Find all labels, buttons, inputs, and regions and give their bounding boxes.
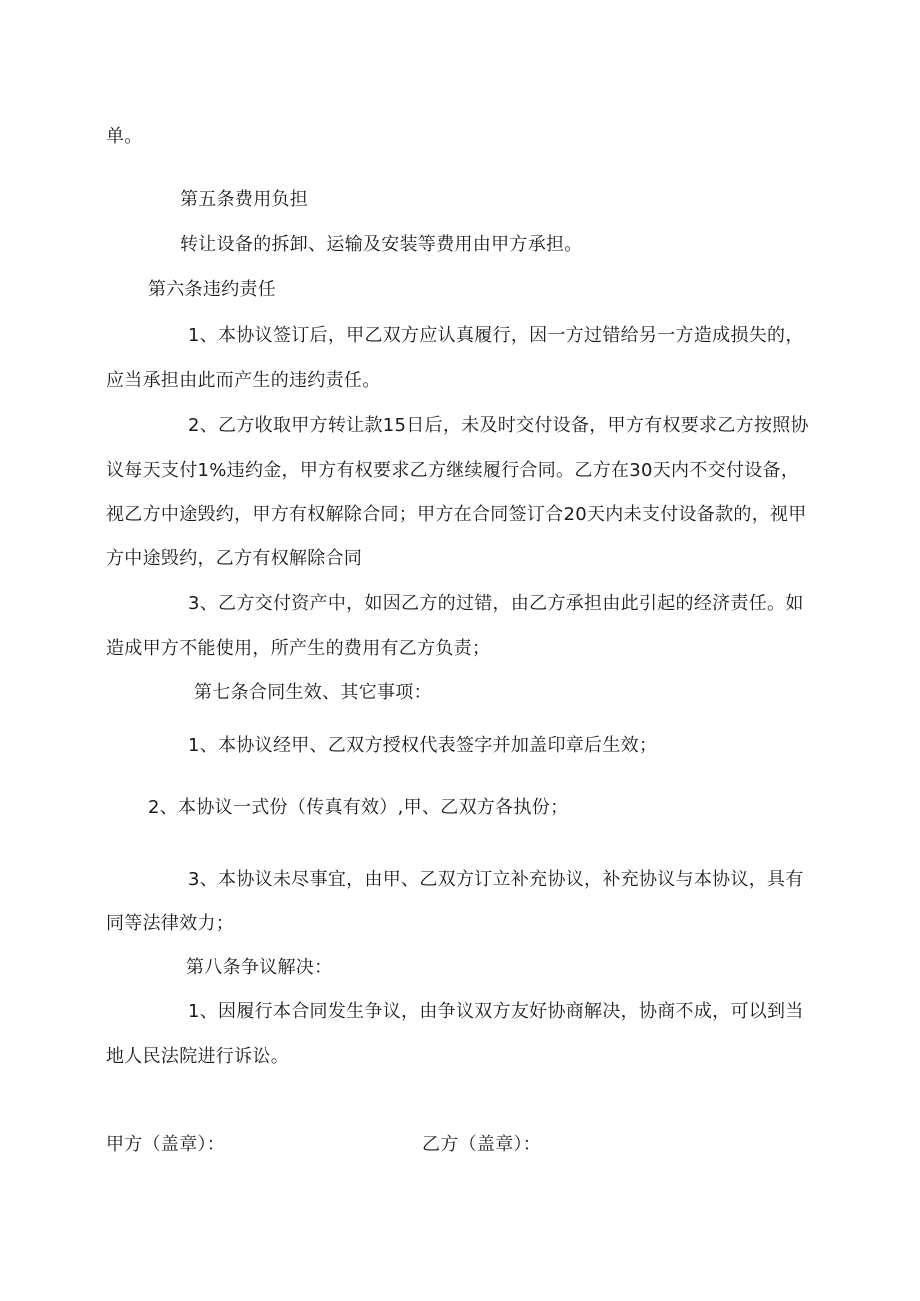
text-line: 2、本协议一式份（传真有效）,甲、乙双方各执份； [148,797,569,818]
text-line: 造成甲方不能使用，所产生的费用有乙方负责； [106,638,491,659]
text-line: 2、乙方收取甲方转让款15日后，未及时交付设备，甲方有权要求乙方按照协 [188,415,809,436]
section-heading-6: 第六条违约责任 [148,279,277,300]
text-line: 视乙方中途毁约，甲方有权解除合同；甲方在合同签订合20天内未支付设备款的，视甲 [106,504,807,525]
section-heading-8: 第八条争议解决： [186,957,333,978]
text-line: 3、乙方交付资产中，如因乙方的过错，由乙方承担由此引起的经济责任。如 [188,593,804,614]
text-line: 应当承担由此而产生的违约责任。 [106,370,381,391]
text-line: 单。 [106,126,143,147]
text-line: 1、因履行本合同发生争议，由争议双方友好协商解决，协商不成，可以到当 [188,1001,804,1022]
text-line: 转让设备的拆卸、运输及安装等费用由甲方承担。 [180,234,583,255]
text-line: 同等法律效力； [106,913,235,934]
party-b-seal-label: 乙方（盖章）： [422,1134,542,1155]
text-line: 方中途毁约，乙方有权解除合同 [106,548,363,569]
text-line: 1、本协议经甲、乙双方授权代表签字并加盖印章后生效； [188,735,658,756]
text-line: 地人民法院进行诉讼。 [106,1046,289,1067]
text-line: 议每天支付1%违约金，甲方有权要求乙方继续履行合同。乙方在30天内不交付设备， [106,460,800,481]
text-line: 1、本协议签订后，甲乙双方应认真履行，因一方过错给另一方造成损失的， [188,325,804,346]
section-heading-5: 第五条费用负担 [180,189,309,210]
section-heading-7: 第七条合同生效、其它事项： [194,682,432,703]
text-line: 3、本协议未尽事宜，由甲、乙双方订立补充协议，补充协议与本协议，具有 [188,869,804,890]
party-a-seal-label: 甲方（盖章）： [106,1134,226,1155]
